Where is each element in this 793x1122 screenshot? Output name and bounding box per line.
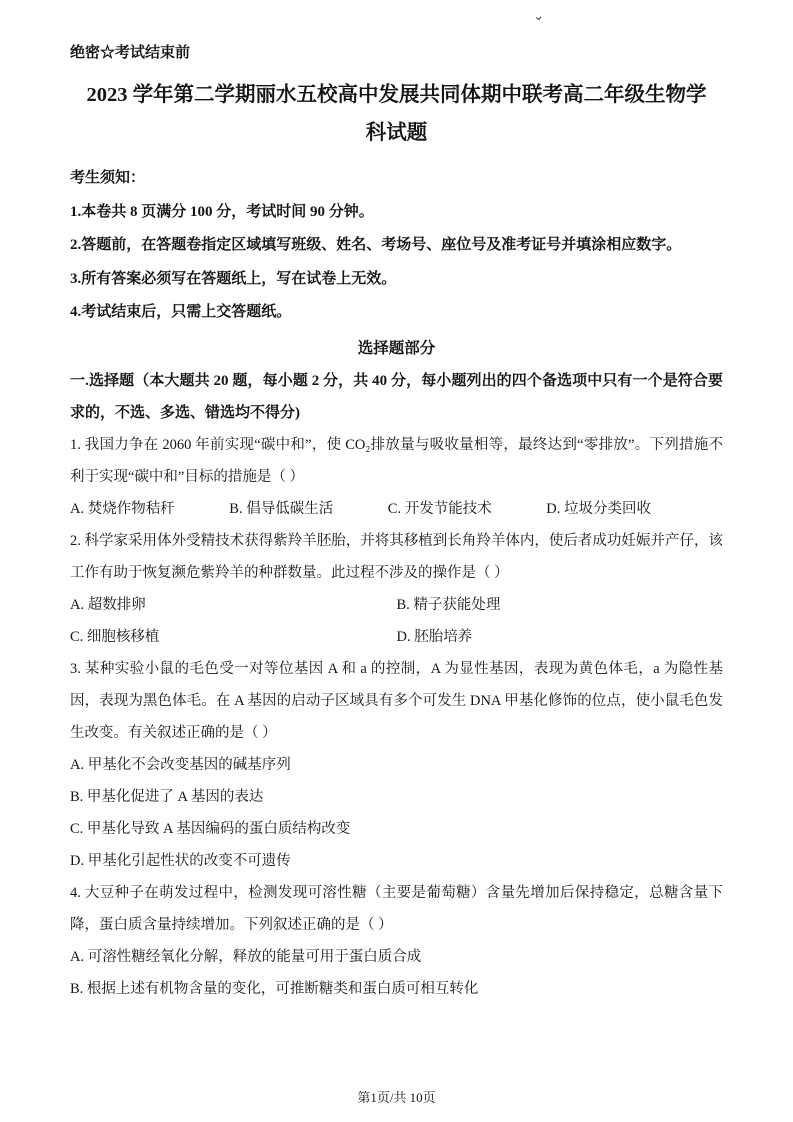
question-1 <box>70 429 723 525</box>
question-2-options <box>70 589 723 653</box>
classification-label: 绝密☆考试结束前 <box>70 45 191 61</box>
notice-item-4: 4.考试结束后，只需上交答题纸。 <box>70 304 292 320</box>
section-part-title: 选择题部分 <box>357 339 436 357</box>
question-2-option-b: B. 精子获能处理 <box>396 596 501 613</box>
question-3-option-b: B. 甲基化促进了 A 基因的表达 <box>70 788 264 805</box>
question-3-option-d: D. 甲基化引起性状的改变不可遗传 <box>70 852 291 869</box>
notice-heading: 考生须知： <box>70 170 146 186</box>
question-3 <box>70 653 723 877</box>
question-1-option-a: A. 焚烧作物秸秆 <box>70 500 175 517</box>
question-1-stem: 1. 我国力争在 2060 年前实现“碳中和”，使 CO₂排放量与吸收量相等，最终达到“零排放”。下列措施不利于实现“碳中和”目标的措施是（ ） <box>70 436 723 485</box>
scan-artifact-mark: ⌄ <box>531 7 546 24</box>
question-1-option-b: B. 倡导低碳生活 <box>229 500 334 517</box>
notice-item-2: 2.答题前，在答题卷指定区域填写班级、姓名、考场号、座位号及准考证号并填涂相应数字。 <box>70 237 682 253</box>
question-2 <box>70 525 723 653</box>
question-2-option-a: A. 超数排卵 <box>70 596 146 613</box>
question-1-option-c: C. 开发节能技术 <box>387 500 492 517</box>
question-4-option-a: A. 可溶性糖经氧化分解，释放的能量可用于蛋白质合成 <box>70 948 422 965</box>
section-instructions: 一.选择题（本大题共 20 题，每小题 2 分，共 40 分，每小题列出的四个备选项中只有一个是符合要求的，不选、多选、错选均不得分) <box>70 372 723 421</box>
question-4-options <box>70 941 723 1005</box>
exam-title-line-2: 科试题 <box>365 122 428 144</box>
question-3-stem: 3. 某种实验小鼠的毛色受一对等位基因 A 和 a 的控制，A 为显性基因，表现为黄色体毛，a 为隐性基因，表现为黑色体毛。在 A 基因的启动子区域具有多个可发生 DNA 甲基化修饰的位点，使小鼠毛色发生改变。有关叙述正确的是（ ） <box>70 660 723 741</box>
candidate-notice <box>70 162 723 330</box>
exam-title-line-1: 2023 学年第二学期丽水五校高中发展共同体期中联考高二年级生物学 <box>86 84 707 106</box>
page-footer: 第1页/共 10页 <box>357 1090 436 1105</box>
question-2-stem: 2. 科学家采用体外受精技术获得紫羚羊胚胎，并将其移植到长角羚羊体内，使后者成功妊娠并产仔，该工作有助于恢复濒危紫羚羊的种群数量。此过程不涉及的操作是（ ） <box>70 532 723 581</box>
question-2-option-d: D. 胚胎培养 <box>396 628 473 645</box>
notice-item-3: 3.所有答案必须写在答题纸上，写在试卷上无效。 <box>70 270 397 287</box>
question-2-option-c: C. 细胞核移植 <box>70 628 160 645</box>
question-1-option-d: D. 垃圾分类回收 <box>546 500 651 517</box>
notice-item-1: 1.本卷共 8 页满分 100 分，考试时间 90 分钟。 <box>70 203 374 220</box>
exam-title <box>70 76 723 152</box>
question-3-option-c: C. 甲基化导致 A 基因编码的蛋白质结构改变 <box>70 820 351 837</box>
question-3-option-a: A. 甲基化不会改变基因的碱基序列 <box>70 756 291 773</box>
question-3-options <box>70 749 723 877</box>
question-4-stem: 4. 大豆种子在萌发过程中，检测发现可溶性糖（主要是葡萄糖）含量先增加后保持稳定，总糖含量下降，蛋白质含量持续增加。下列叙述正确的是（ ） <box>70 884 723 933</box>
question-4-option-b: B. 根据上述有机物含量的变化，可推断糖类和蛋白质可相互转化 <box>70 980 479 997</box>
question-4 <box>70 877 723 1005</box>
question-1-options <box>70 493 723 525</box>
